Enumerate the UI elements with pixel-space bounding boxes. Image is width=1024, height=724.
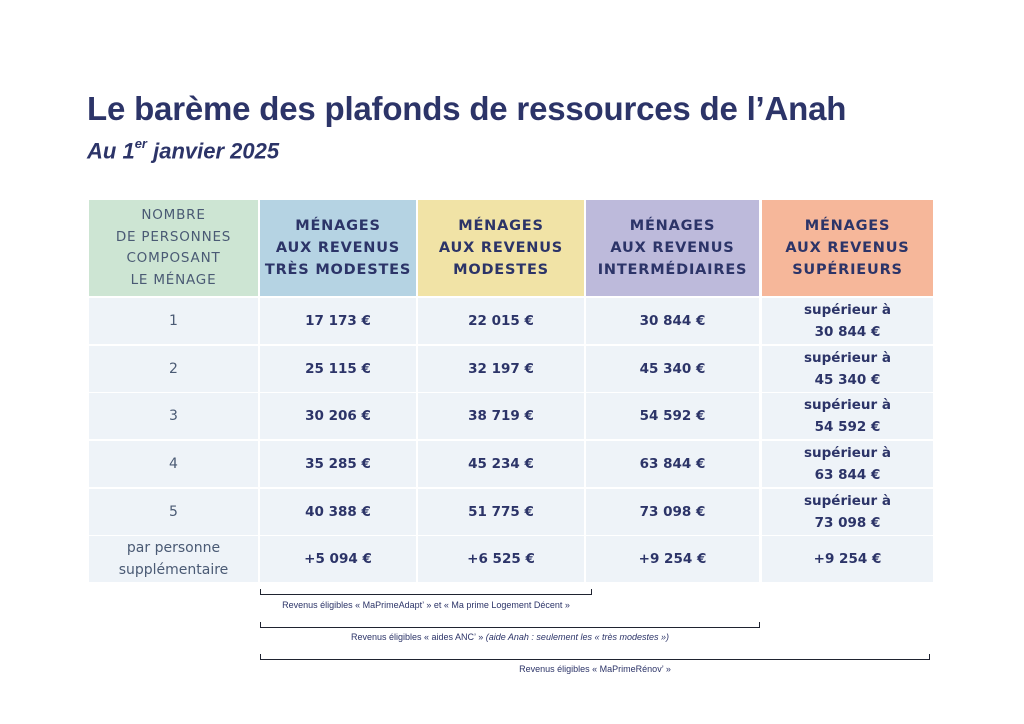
header-line: INTERMÉDIAIRES: [597, 262, 748, 278]
superior-line: supérieur à: [804, 445, 891, 461]
value-cell: 45 340 €: [586, 346, 759, 392]
value-cell: +6 525 €: [418, 536, 584, 582]
header-line: DE PERSONNES: [115, 228, 232, 245]
bracket-aides-anc: [260, 622, 760, 628]
header-household-size: [89, 200, 258, 296]
header-line: SUPÉRIEURS: [792, 262, 903, 278]
value-cell: 17 173 €: [260, 298, 416, 344]
superior-line: 63 844 €: [814, 467, 881, 483]
note-maprimerenov: Revenus éligibles « MaPrimeRénov’ »: [519, 664, 671, 674]
superior-cell: [762, 441, 933, 487]
page-subtitle: [87, 138, 279, 164]
value-cell: 30 206 €: [260, 393, 416, 439]
header-intermediate: [586, 200, 759, 296]
header-line: TRÈS MODESTES: [264, 262, 412, 278]
note-aides-anc: [260, 632, 760, 642]
bracket-maprimeadapt: [260, 589, 592, 595]
superior-line: 73 098 €: [814, 515, 881, 531]
row-label: [89, 441, 258, 487]
value-cell: 32 197 €: [418, 346, 584, 392]
header-line: LE MÉNAGE: [130, 271, 217, 288]
header-line: COMPOSANT: [126, 250, 221, 266]
row-label-line: 5: [169, 504, 178, 520]
value-cell: 40 388 €: [260, 489, 416, 535]
value-cell: 35 285 €: [260, 441, 416, 487]
header-line: AUX REVENUS: [275, 240, 401, 256]
superior-cell: [762, 393, 933, 439]
superior-line: 30 844 €: [814, 324, 881, 340]
row-label-line: 3: [169, 408, 178, 424]
value-cell: 45 234 €: [418, 441, 584, 487]
header-line: MÉNAGES: [295, 218, 381, 234]
value-cell: +9 254 €: [586, 536, 759, 582]
superior-line: supérieur à: [804, 493, 891, 509]
header-modest: [418, 200, 584, 296]
note-maprimeadapt: Revenus éligibles « MaPrimeAdapt’ » et « Ma prime Logement Décent »: [282, 600, 570, 610]
value-cell: 63 844 €: [586, 441, 759, 487]
header-line: NOMBRE: [141, 207, 206, 223]
value-cell: +5 094 €: [260, 536, 416, 582]
header-line: MÉNAGES: [804, 218, 891, 234]
header-line: AUX REVENUS: [610, 240, 735, 256]
superior-cell: [762, 536, 933, 582]
value-cell: 54 592 €: [586, 393, 759, 439]
row-label: [89, 393, 258, 439]
superior-line: +9 254 €: [813, 551, 882, 567]
superior-line: 54 592 €: [814, 419, 881, 435]
value-cell: 51 775 €: [418, 489, 584, 535]
page-title: Le barème des plafonds de ressources de l’Anah: [87, 90, 847, 127]
superior-cell: [762, 489, 933, 535]
row-label-line: 1: [169, 313, 178, 329]
row-label-line: 4: [169, 456, 178, 472]
header-superior: [762, 200, 933, 296]
note-aides-anc-main: Revenus éligibles « aides ANC’ »: [350, 632, 486, 642]
value-cell: 30 844 €: [586, 298, 759, 344]
note-aides-anc-italic: (aide Anah : seulement les « très modestes »): [485, 632, 669, 642]
subtitle-prefix: Au 1: [87, 138, 135, 164]
subtitle-superscript: er: [134, 136, 147, 151]
superior-line: supérieur à: [804, 302, 891, 318]
value-cell: 25 115 €: [260, 346, 416, 392]
superior-line: supérieur à: [804, 350, 891, 366]
value-cell: 38 719 €: [418, 393, 584, 439]
value-cell: 73 098 €: [586, 489, 759, 535]
row-label-line: par personne: [126, 540, 221, 556]
row-label-line: supplémentaire: [118, 562, 229, 578]
value-cell: 22 015 €: [418, 298, 584, 344]
row-label: [89, 489, 258, 535]
header-line: AUX REVENUS: [785, 240, 910, 256]
superior-line: supérieur à: [804, 397, 891, 413]
superior-cell: [762, 346, 933, 392]
row-label: [89, 536, 258, 582]
subtitle-suffix: janvier 2025: [146, 138, 280, 164]
header-very-modest: [260, 200, 416, 296]
bracket-maprimerenov: [260, 654, 930, 660]
header-line: MÉNAGES: [629, 218, 716, 234]
row-label: [89, 346, 258, 392]
row-label: [89, 298, 258, 344]
superior-line: 45 340 €: [814, 372, 881, 388]
header-line: MÉNAGES: [458, 218, 544, 234]
header-line: AUX REVENUS: [438, 240, 564, 256]
row-label-line: 2: [169, 361, 178, 377]
superior-cell: [762, 298, 933, 344]
header-line: MODESTES: [453, 262, 549, 278]
